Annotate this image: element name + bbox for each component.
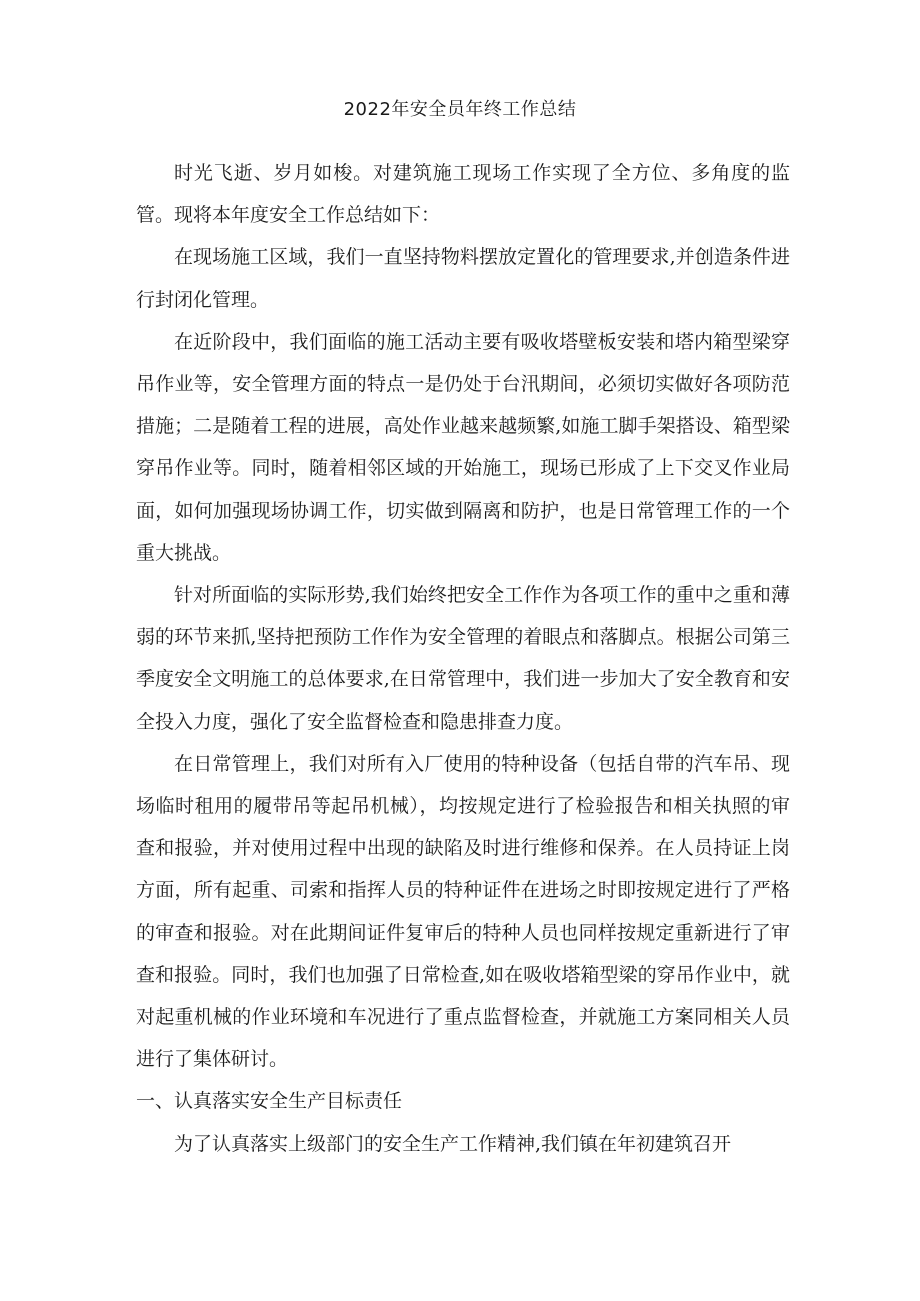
section-heading: 一、认真落实安全生产目标责任 (136, 1090, 403, 1113)
document-title: 2022年安全员年终工作总结 (343, 99, 577, 120)
paragraph-intro: 时光飞逝、岁月如梭。对建筑施工现场工作实现了全方位、多角度的监管。现将本年度安全工作总结如下： (136, 162, 790, 227)
paragraph-section-one: 为了认真落实上级部门的安全生产工作精神,我们镇在年初建筑召开 (174, 1132, 732, 1155)
paragraph-current-stage: 在近阶段中，我们面临的施工活动主要有吸收塔壁板安装和塔内箱型梁穿吊作业等，安全管理方面的特点一是仍处于台汛期间，必须切实做好各项防范措施；二是随着工程的进展，高处作业越来越频繁,如施工脚手架搭设、箱型梁穿吊作业等。同时，随着相邻区域的开始施工，现场已形成了上下交叉作业局面，如何加强现场协调工作，切实做到隔离和防护，也是日常管理工作的一个重大挑战。 (136, 330, 790, 564)
document-body (136, 152, 790, 1165)
paragraph-daily-management: 在日常管理上，我们对所有入厂使用的特种设备（包括自带的汽车吊、现场临时租用的履带吊等起吊机械），均按规定进行了检验报告和相关执照的审查和报验，并对使用过程中出现的缺陷及时进行维修和保养。在人员持证上岗方面，所有起重、司索和指挥人员的特种证件在进场之时即按规定进行了严格的审查和报验。对在此期间证件复审后的特种人员也同样按规定重新进行了审查和报验。同时，我们也加强了日常检查,如在吸收塔箱型梁的穿吊作业中，就对起重机械的作业环境和车况进行了重点监督检查，并就施工方案同相关人员进行了集体研讨。 (136, 752, 790, 1071)
paragraph-site-management: 在现场施工区域，我们一直坚持物料摆放定置化的管理要求,并创造条件进行封闭化管理。 (136, 246, 790, 311)
paragraph-safety-focus: 针对所面临的实际形势,我们始终把安全工作作为各项工作的重中之重和薄弱的环节来抓,坚持把预防工作作为安全管理的着眼点和落脚点。根据公司第三季度安全文明施工的总体要求,在日常管理中，我们进一步加大了安全教育和安全投入力度，强化了安全监督检查和隐患排查力度。 (136, 584, 790, 733)
